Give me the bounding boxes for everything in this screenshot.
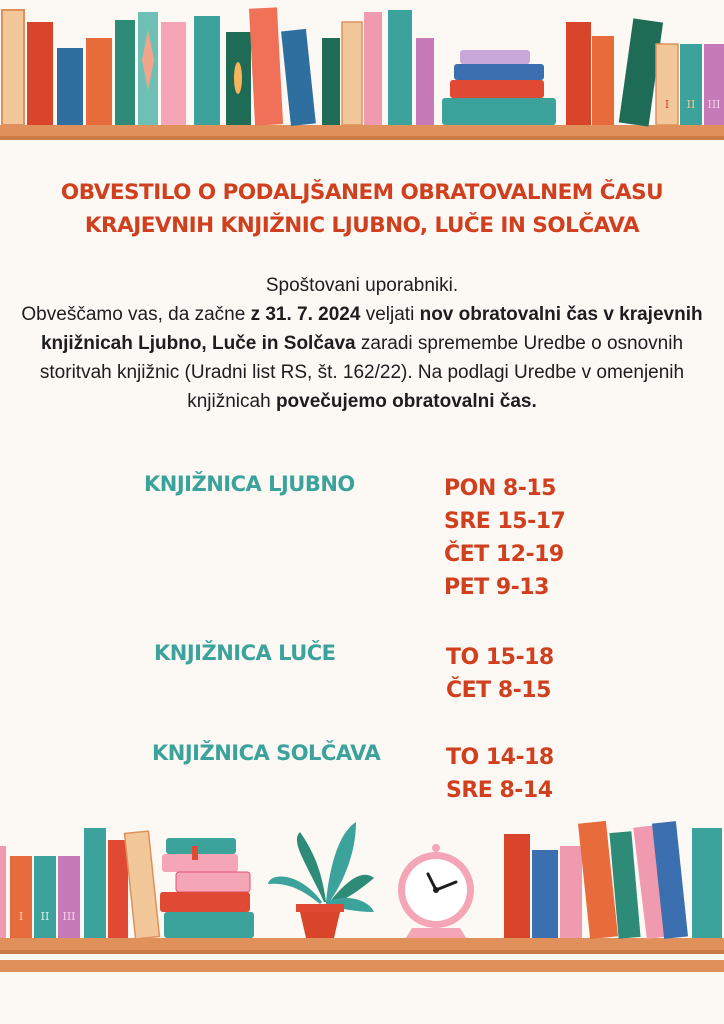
hours-entry: PET 9-13 xyxy=(444,575,549,600)
new-hours-statement: nov obratovalni čas v krajevnih knjižnicah Ljubno, Luče in Solčava xyxy=(40,304,703,354)
potted-plant-icon xyxy=(268,822,374,938)
library-hours-luce xyxy=(446,641,554,707)
spine-numeral: I xyxy=(18,910,24,923)
library-hours-solcava xyxy=(446,741,554,807)
increase-statement: povečujemo obratovalni čas. xyxy=(275,391,537,412)
hours-entry: TO 14-18 xyxy=(446,745,554,770)
library-name-ljubno: KNJIŽNICA LJUBNO xyxy=(144,472,355,496)
spine-numeral: III xyxy=(707,98,721,111)
library-hours-ljubno xyxy=(444,472,565,604)
hours-entry: SRE 15-17 xyxy=(444,509,566,534)
paragraph-text: Obveščamo vas, da začne xyxy=(21,304,251,325)
library-name-solcava: KNJIŽNICA SOLČAVA xyxy=(152,741,381,765)
hours-entry: SRE 8-14 xyxy=(446,778,553,803)
book-stack-icon xyxy=(160,838,254,938)
hours-entry: ČET 12-19 xyxy=(444,542,564,567)
spine-numeral: II xyxy=(686,98,696,111)
paragraph-text: zaradi spremembe Uredbe o osnovnih storitvah knjižnic (Uradni list RS, št. 162/22). Na podlagi Uredbe v omenjenih knjižnicah xyxy=(39,333,685,412)
notice-body xyxy=(10,271,714,416)
notice-paragraph xyxy=(10,300,714,416)
notice-title xyxy=(0,176,724,242)
top-bookshelf-illustration xyxy=(0,0,724,140)
paragraph-text: veljati xyxy=(360,304,420,325)
hours-entry: ČET 8-15 xyxy=(446,678,551,703)
spine-numeral: I xyxy=(664,98,670,111)
title-line-1: OBVESTILO O PODALJŠANEM OBRATOVALNEM ČASU xyxy=(60,180,664,205)
effective-date: z 31. 7. 2024 xyxy=(250,304,361,325)
hours-entry: TO 15-18 xyxy=(446,645,554,670)
library-name-luce: KNJIŽNICA LUČE xyxy=(154,641,336,665)
hours-entry: PON 8-15 xyxy=(444,476,556,501)
alarm-clock-icon xyxy=(398,844,474,938)
spine-numeral: III xyxy=(62,910,76,923)
spine-numeral: II xyxy=(40,910,50,923)
title-line-2: KRAJEVNIH KNJIŽNIC LJUBNO, LUČE IN SOLČAVA xyxy=(84,213,640,238)
bottom-bookshelf-illustration xyxy=(0,812,724,982)
greeting: Spoštovani uporabniki. xyxy=(265,275,459,296)
